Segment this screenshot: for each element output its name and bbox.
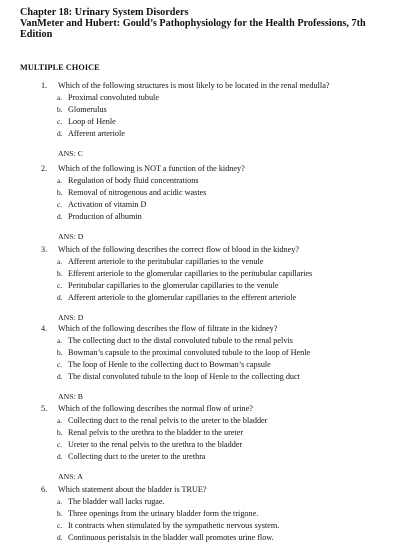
option-text: Bowman’s capsule to the proximal convoluted tubule to the loop of Henle [68,348,311,357]
answer-key: ANS: C [58,149,83,158]
option-letter: c. [57,117,63,126]
option-letter: c. [57,440,63,449]
question-4 [41,323,311,403]
option-d [58,532,279,544]
book-title-line2: Edition [20,29,53,41]
option-text: Collecting duct to the ureter to the urethra [68,452,206,461]
question-3 [41,244,313,324]
book-title-line1: VanMeter and Hubert: Gould’s Pathophysiology for the Health Professions, 7th [20,18,366,30]
option-b [58,427,267,439]
option-d [58,451,267,463]
option-letter: b. [57,105,63,114]
option-text: Three openings from the urinary bladder form the trigone. [68,509,259,518]
option-b [58,347,310,359]
option-a [58,335,310,347]
option-text: It contracts when stimulated by the sympathetic nervous system. [68,521,280,530]
answer-key: ANS: D [58,313,84,322]
answer-key: ANS: D [58,232,84,241]
option-text: Peritubular capillaries to the glomerular capillaries to the venule [68,281,279,290]
option-c [58,520,279,532]
question-text: Which of the following describes the normal flow of urine? [58,404,253,413]
section-title: MULTIPLE CHOICE [20,63,100,72]
option-letter: d. [57,129,63,138]
answer-key: ANS: B [58,392,83,401]
question-text: Which of the following is NOT a function of the kidney? [58,164,245,173]
option-text: Efferent arteriole to the glomerular capillaries to the peritubular capillaries [68,269,313,278]
option-text: Regulation of body fluid concentrations [68,176,199,185]
option-letter: b. [57,188,63,197]
option-text: Afferent arteriole [68,129,125,138]
question-number: 6. [41,485,48,494]
question-text: Which of the following structures is most likely to be located in the renal medulla? [58,81,330,90]
option-c [58,116,329,128]
option-letter: a. [57,497,63,506]
option-a [58,496,279,508]
option-text: The loop of Henle to the collecting duct to Bowman’s capsule [68,360,271,369]
option-b [58,268,312,280]
option-text: Renal pelvis to the urethra to the bladder to the ureter [68,428,244,437]
option-a [58,175,245,187]
option-text: The distal convoluted tubule to the loop of Henle to the collecting duct [68,372,300,381]
question-text: Which of the following describes the correct flow of blood in the kidney? [58,245,300,254]
document-header [20,7,412,41]
question-number: 3. [41,245,48,254]
option-c [58,439,267,451]
question-5 [41,403,268,483]
option-text: Afferent arteriole to the peritubular capillaries to the venule [68,257,264,266]
question-number: 1. [41,81,48,90]
option-c [58,280,312,292]
option-letter: d. [57,452,63,461]
option-text: Collecting duct to the renal pelvis to the ureter to the bladder [68,416,268,425]
option-letter: a. [57,257,63,266]
option-text: The collecting duct to the distal convoluted tubule to the renal pelvis [68,336,293,345]
option-b [58,508,279,520]
option-letter: b. [57,428,63,437]
option-letter: d. [57,372,63,381]
option-b [58,187,245,199]
option-text: Loop of Henle [68,117,116,126]
question-2 [41,163,245,243]
option-a [58,92,329,104]
option-letter: c. [57,200,63,209]
option-d [58,211,245,223]
option-letter: a. [57,93,63,102]
option-letter: c. [57,281,63,290]
option-text: Activation of vitamin D [68,200,147,209]
answer-key: ANS: A [58,472,83,481]
option-text: Continuous peristalsis in the bladder wall promotes urine flow. [68,533,274,542]
question-number: 5. [41,404,48,413]
option-d [58,292,312,304]
option-letter: b. [57,348,63,357]
option-letter: d. [57,212,63,221]
option-letter: d. [57,533,63,542]
question-6 [41,484,280,544]
question-1 [41,80,330,160]
option-letter: a. [57,336,63,345]
question-text: Which of the following describes the flow of filtrate in the kidney? [58,324,278,333]
option-text: Production of albumin [68,212,142,221]
question-text: Which statement about the bladder is TRUE? [58,485,207,494]
option-letter: a. [57,416,63,425]
option-text: Afferent arteriole to the glomerular capillaries to the efferent arteriole [68,293,297,302]
option-letter: c. [57,360,63,369]
option-a [58,256,312,268]
option-d [58,128,329,140]
option-letter: d. [57,293,63,302]
option-letter: c. [57,521,63,530]
option-letter: b. [57,269,63,278]
question-number: 4. [41,324,48,333]
option-text: Removal of nitrogenous and acidic wastes [68,188,207,197]
option-text: The bladder wall lacks rugae. [68,497,165,506]
question-number: 2. [41,164,48,173]
option-text: Proximal convoluted tubule [68,93,159,102]
option-letter: b. [57,509,63,518]
option-letter: a. [57,176,63,185]
option-text: Glomerulus [68,105,107,114]
chapter-title: Chapter 18: Urinary System Disorders [20,7,189,18]
option-text: Ureter to the renal pelvis to the urethra to the bladder [68,440,243,449]
option-c [58,199,245,211]
option-b [58,104,329,116]
option-a [58,415,267,427]
option-d [58,371,310,383]
option-c [58,359,310,371]
